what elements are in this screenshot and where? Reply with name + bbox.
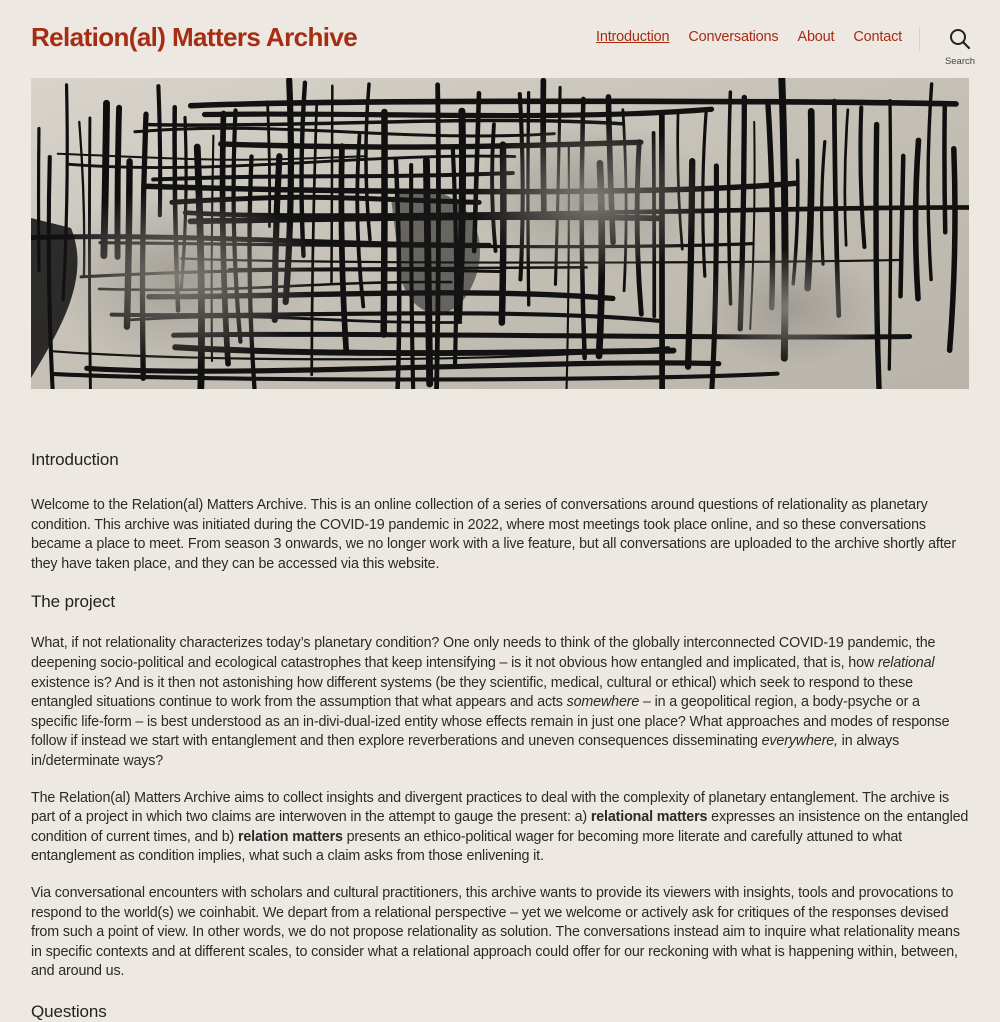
paragraph-relationality-question [31, 634, 969, 771]
artwork-stroke [916, 140, 919, 298]
nav-divider [919, 27, 920, 51]
artwork-stroke [889, 101, 890, 369]
search-toggle-button[interactable] [942, 28, 978, 67]
main-content [31, 450, 969, 1022]
heading-the-project: The project [31, 592, 969, 612]
paragraph-welcome: Welcome to the Relation(al) Matters Archive. This is an online collection of a series of conversations around questions of relationality as planetary condition. This archive was initiated during the COVID-19 pandemic in 2022, where most meetings took place online, and so these conversations became a place to meet. From season 3 onwards, we no longer work with a live feature, but all conversations are uploaded to the archive shortly after they have taken place, and they can be accessed via this website. [31, 496, 969, 574]
text-run: What, if not relationality characterizes today’s planetary condition? One only needs to think of the globally interconnected COVID-19 pandemic, the deepening socio-political and ecological catastrophes that keep intensifying – is it not obvious how entangled and implicated, that is, how [31, 635, 935, 671]
search-label: Search [942, 56, 978, 67]
text-run: – in a geopolitical region, a body-psyche or a specific life-form – is best understood as an in-divi-dual-ized entity whose effects remain in just one place? What approaches and modes of response follow if instead we start with entanglement and then explore reverberations and uneven consequences disseminating [31, 694, 949, 749]
nav-item-contact[interactable]: Contact [853, 29, 902, 45]
heading-questions: Questions [31, 1002, 969, 1022]
strong-relation-matters: relation matters [238, 829, 343, 845]
strong-relational-matters: relational matters [591, 809, 708, 825]
emphasis-somewhere: somewhere [567, 694, 640, 710]
site-title-link[interactable]: Relation(al) Matters Archive [31, 22, 357, 53]
text-run: in always in/determinate ways? [31, 733, 899, 769]
text-run: expresses an insistence on the entangled condition of current times, and b) [31, 809, 968, 845]
emphasis-relational: relational [878, 655, 935, 671]
heading-introduction: Introduction [31, 450, 969, 470]
hero-artwork [31, 78, 969, 389]
nav-item-conversations[interactable]: Conversations [688, 29, 778, 45]
artwork-stroke [901, 156, 904, 296]
nav-item-introduction[interactable]: Introduction [596, 29, 669, 45]
hero-image [31, 78, 969, 389]
paragraph-archive-aims [31, 789, 969, 867]
site-header [0, 0, 1000, 78]
paragraph-conversational-encounters: Via conversational encounters with scholars and cultural practitioners, this archive wants to provide its viewers with insights, tools and provocations to respond to the world(s) we coinhabit. We depart from a relational perspective – yet we welcome or actively ask for critiques of the responses devised from such a point of view. In other words, we do not propose relationality as solution. The conversations instead aim to inquire what relationality means in specific contexts and at different scales, to consider what a relational approach could offer for our reckoning with what is happening within, between, and around us. [31, 884, 969, 982]
text-run: The Relation(al) Matters Archive aims to collect insights and divergent practices to deal with the complexity of planetary entanglement. The archive is part of a project in which two claims are interwoven in the attempt to gauge the present: a) [31, 790, 949, 826]
text-run: presents an ethico-political wager for becoming more literate and carefully attuned to what entanglement as condition implies, what such a claim asks from those enlivening it. [31, 829, 902, 865]
search-icon [942, 28, 978, 50]
artwork-stroke [876, 124, 879, 389]
text-run: existence is? And is it then not astonishing how different systems (be they scientific, medical, cultural or ethical) which seek to respond to these entangled situations continue to work from the assumption that what appears and acts [31, 675, 913, 711]
emphasis-everywhere: everywhere, [762, 733, 838, 749]
nav-item-about[interactable]: About [797, 29, 834, 45]
artwork-stroke [944, 107, 945, 233]
primary-nav [596, 29, 921, 45]
